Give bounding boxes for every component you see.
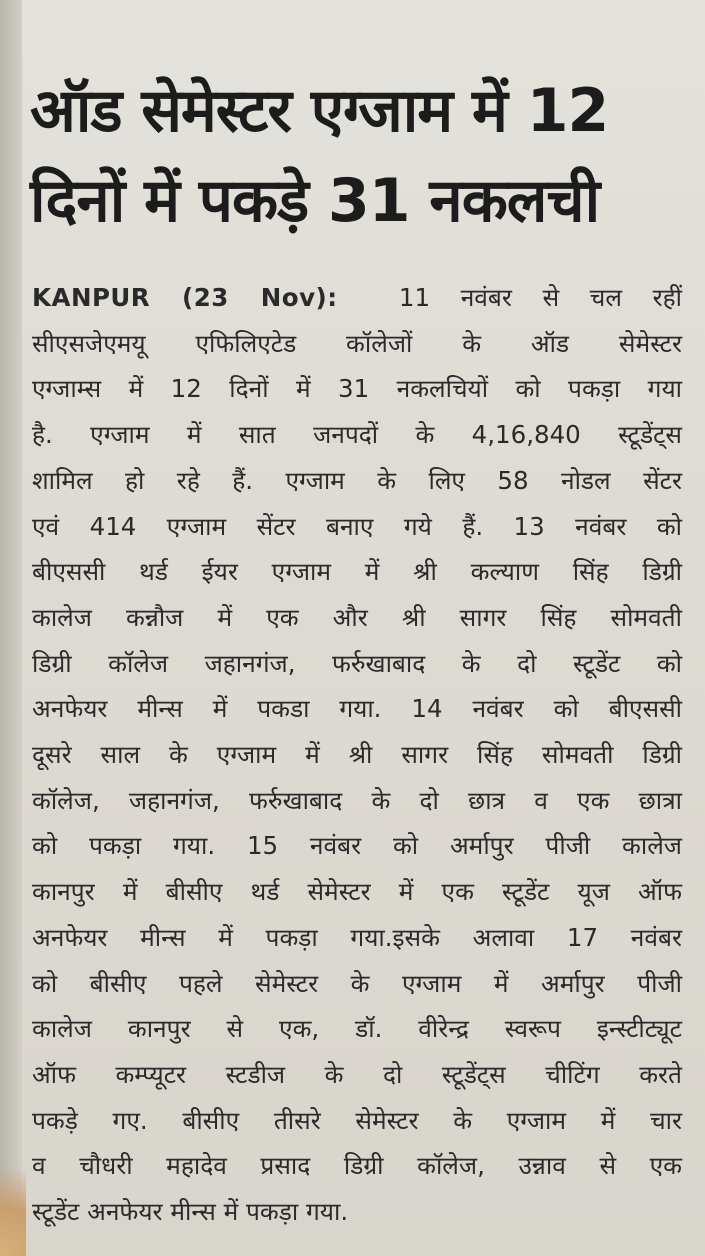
headline-line-2: दिनों में पकड़े 31 नकलची — [30, 166, 600, 236]
body-line: ऑफ कम्प्यूटर स्टडीज के दो स्टूडेंट्स चीटिंग करते — [32, 1059, 682, 1089]
article-body — [32, 275, 682, 1235]
body-line: अनफेयर मीन्स में पकडा गया. 14 नवंबर को बीएससी — [32, 694, 682, 724]
body-line: को बीसीए पहले सेमेस्टर के एग्जाम में अर्मापुर पीजी — [32, 968, 682, 998]
corner-stain — [0, 1136, 26, 1256]
body-line-1-text: 11 नवंबर से चल रहीं — [398, 283, 682, 312]
body-line-first — [32, 275, 682, 321]
article-headline — [30, 66, 680, 246]
body-line: कालेज कानपुर से एक, डॉ. वीरेन्द्र स्वरूप इन्स्टीट्यूट — [32, 1014, 682, 1044]
body-line: है. एग्जाम में सात जनपदों के 4,16,840 स्टूडेंट्स — [32, 420, 682, 450]
body-line: व चौधरी महादेव प्रसाद डिग्री कॉलेज, उन्नाव से एक — [32, 1151, 682, 1181]
dateline: KANPUR (23 Nov): — [32, 283, 338, 312]
body-line: डिग्री कॉलेज जहानगंज, फर्रुखाबाद के दो स्टूडेंट को — [32, 648, 682, 678]
body-line: अनफेयर मीन्स में पकड़ा गया.इसके अलावा 17 नवंबर — [32, 922, 682, 952]
body-line: बीएससी थर्ड ईयर एग्जाम में श्री कल्याण सिंह डिग्री — [32, 557, 682, 587]
body-line: कालेज कन्नौज में एक और श्री सागर सिंह सोमवती — [32, 602, 682, 632]
body-line: एग्जाम्स में 12 दिनों में 31 नकलचियों को पकड़ा गया — [32, 374, 682, 404]
headline-line-1: ऑड सेमेस्टर एग्जाम में 12 — [30, 76, 609, 146]
body-line: एवं 414 एग्जाम सेंटर बनाए गये हैं. 13 नवंबर को — [32, 511, 682, 541]
body-line: शामिल हो रहे हैं. एग्जाम के लिए 58 नोडल सेंटर — [32, 465, 682, 495]
body-line: पकड़े गए. बीसीए तीसरे सेमेस्टर के एग्जाम में चार — [32, 1105, 682, 1135]
body-line: कानपुर में बीसीए थर्ड सेमेस्टर में एक स्टूडेंट यूज ऑफ — [32, 877, 682, 907]
body-line: सीएसजेएमयू एफिलिएटेड कॉलेजों के ऑड सेमेस्टर — [32, 328, 682, 358]
body-line: कॉलेज, जहानगंज, फर्रुखाबाद के दो छात्र व एक छात्रा — [32, 785, 682, 815]
body-line: दूसरे साल के एग्जाम में श्री सागर सिंह सोमवती डिग्री — [32, 740, 682, 770]
page-edge-shadow — [0, 0, 22, 1256]
body-line-last: स्टूडेंट अनफेयर मीन्स में पकड़ा गया. — [32, 1197, 349, 1227]
body-line: को पकड़ा गया. 15 नवंबर को अर्मापुर पीजी कालेज — [32, 831, 682, 861]
